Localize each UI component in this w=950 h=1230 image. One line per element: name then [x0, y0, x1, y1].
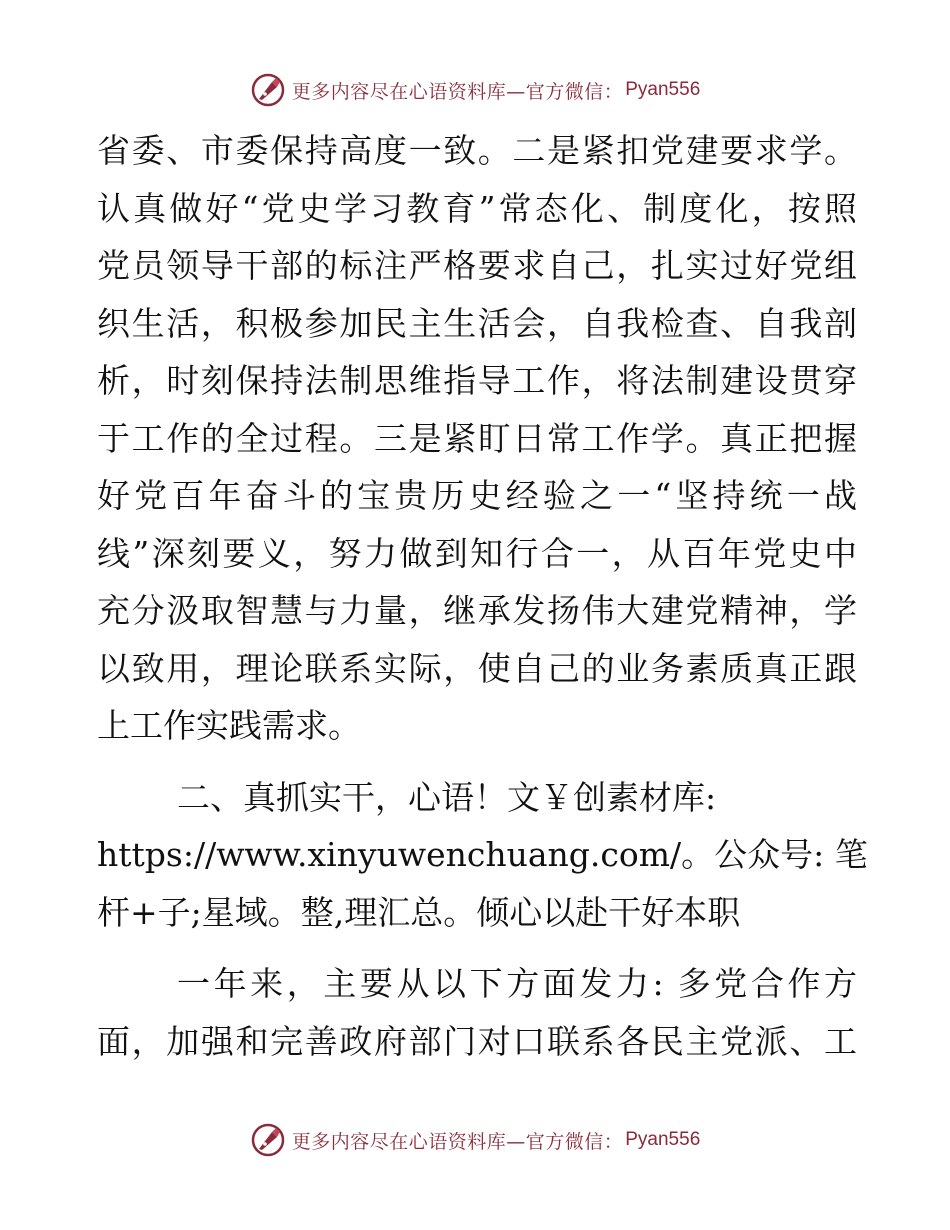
header-watermark [0, 70, 950, 110]
watermark-text: 更多内容尽在心语资料库—官方微信： [291, 1130, 624, 1153]
text-line: 于工作的全过程。三是紧盯日常工作学。真正把握 [97, 418, 857, 458]
text-line: 党员领导干部的标注严格要求自己，扎实过好党组 [97, 246, 857, 285]
text-line: 省委、市委保持高度一致。二是紧扣党建要求学。 [97, 131, 857, 170]
text-line: 充分汲取智慧与力量，继承发扬伟大建党精神，学 [97, 591, 857, 630]
watermark-id: Pyan556 [625, 79, 701, 100]
pen-nib-logo-icon [250, 1122, 286, 1158]
text-line: 织生活，积极参加民主生活会，自我检查、自我剖 [97, 303, 857, 343]
text-line: 认真做好“党史学习教育”常态化、制度化，按照 [97, 188, 857, 228]
watermark-text: 更多内容尽在心语资料库—官方微信： [291, 80, 624, 103]
text-line: 以致用，理论联系实际，使自己的业务素质真正跟 [97, 648, 857, 688]
url-line: https://www.xinyuwenchuang.com/。公众号: 笔 [97, 835, 868, 874]
body-text [97, 122, 868, 1070]
paragraph [97, 769, 868, 942]
paragraph [97, 122, 857, 755]
text-line: 杆+子;星域。整,理汇总。倾心以赴干好本职 [97, 892, 741, 932]
pen-nib-logo-icon [250, 72, 286, 108]
text-line: 上工作实践需求。 [97, 706, 361, 745]
text-line: 线”深刻要义，努力做到知行合一，从百年党史中 [97, 533, 857, 573]
text-line: 一年来，主要从以下方面发力: 多党合作方 [177, 964, 857, 1003]
section-heading-line: 二、真抓实干，心语！文￥创素材库: [177, 777, 717, 817]
watermark-id: Pyan556 [625, 1129, 701, 1150]
footer-watermark [0, 1120, 950, 1160]
paragraph [97, 955, 857, 1070]
text-line: 好党百年奋斗的宝贵历史经验之一“坚持统一战 [97, 476, 857, 515]
text-line: 析，时刻保持法制思维指导工作，将法制建设贯穿 [97, 361, 857, 400]
text-line: 面，加强和完善政府部门对口联系各民主党派、工 [97, 1021, 857, 1061]
